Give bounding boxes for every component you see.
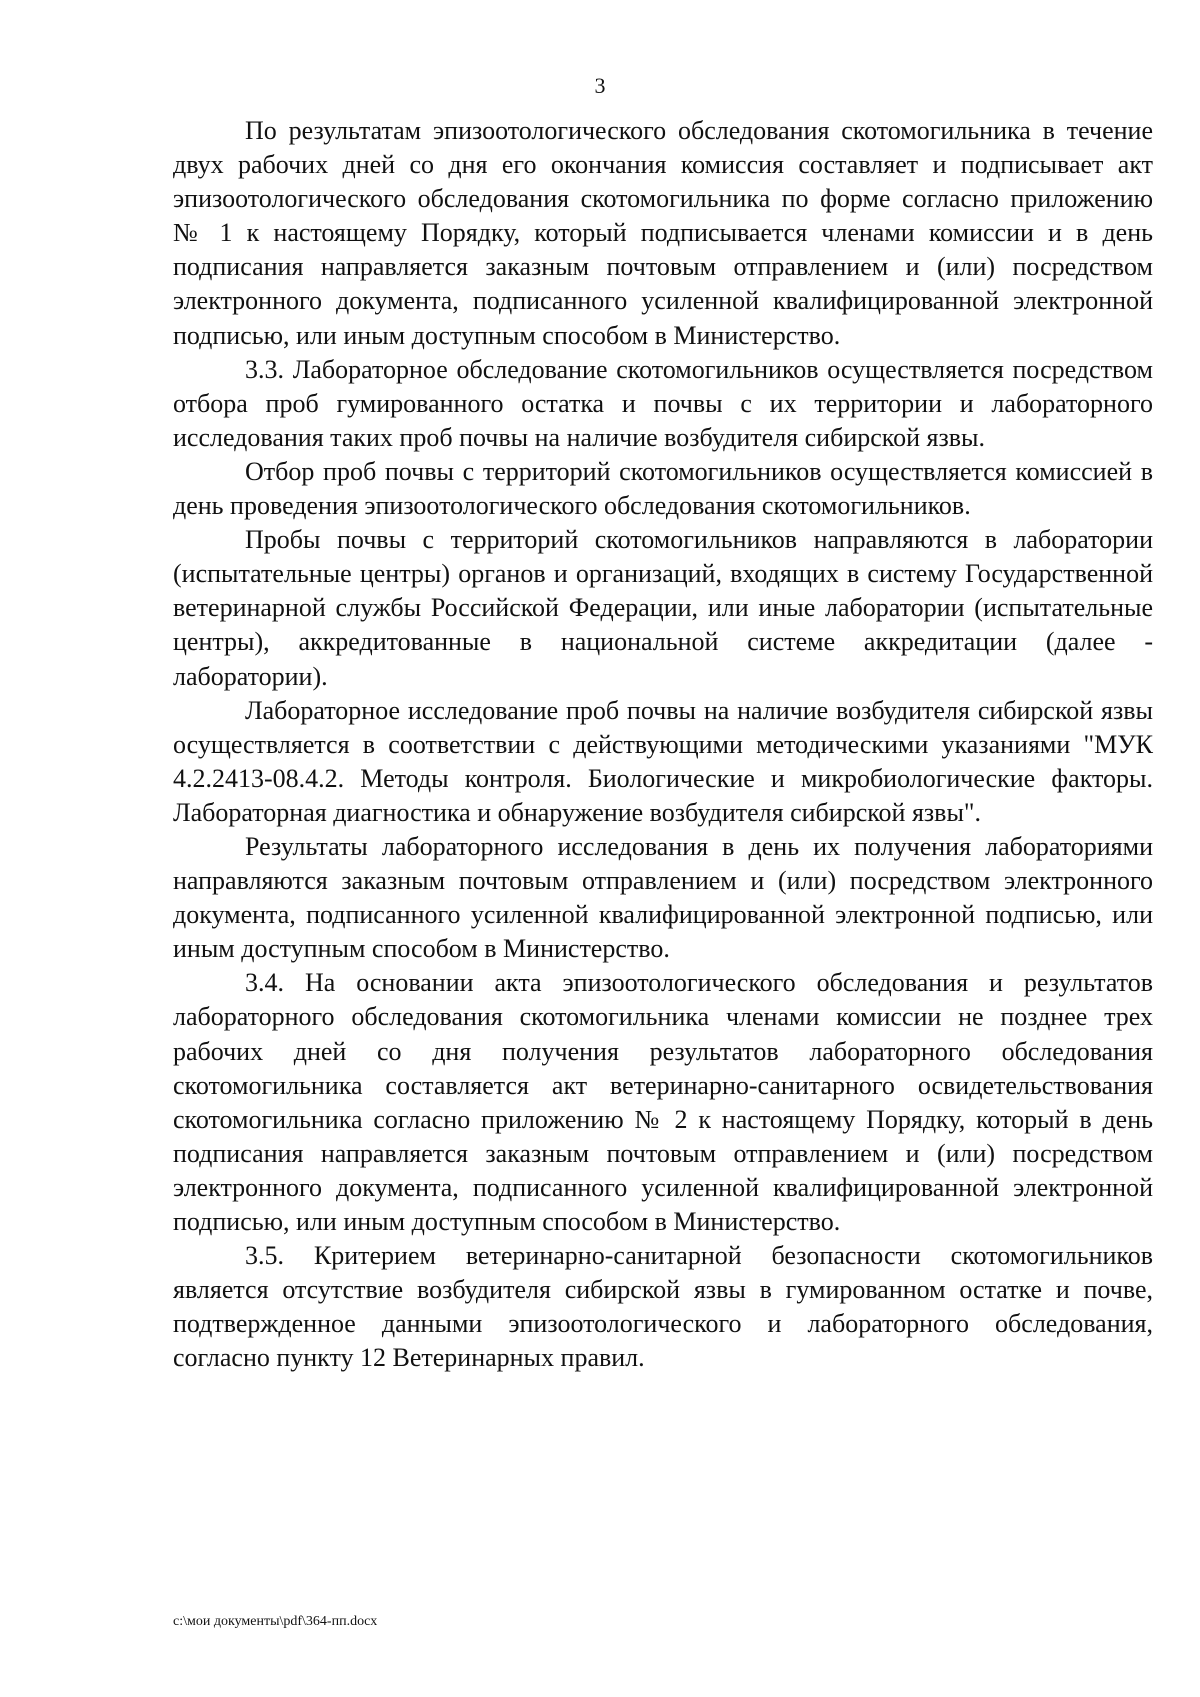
paragraph-soil-sampling: Отбор проб почвы с территорий скотомогильников осуществляется комиссией в день проведения эпизоотологического обследования скотомогильников. [173, 456, 1153, 521]
paragraph-3-4-sanitary-act: 3.4. На основании акта эпизоотологического обследования и результатов лабораторного обследования скотомогильника членами комиссии не позднее трех рабочих дней со дня получения результатов лабораторного обследования скотомогильника составляется акт ветеринарно-санитарного освидетельствования скотомогильника согласно приложению № 2 к настоящему Порядку, который в день подписания направляется заказным почтовым отправлением и (или) посредством электронного документа, подписанного усиленной квалифицированной электронной подписью, или иным доступным способом в Министерство. [173, 968, 1153, 1236]
paragraph-3-5-safety-criterion: 3.5. Критерием ветеринарно-санитарной безопасности скотомогильников является отсутствие возбудителя сибирской язвы в гумированном остатке и почве, подтвержденное данными эпизоотологического и лабораторного обследования, согласно пункту 12 Ветеринарных правил. [173, 1241, 1153, 1373]
document-body [173, 114, 1153, 1375]
footer-file-path: c:\мои документы\pdf\364-пп.docx [173, 1614, 378, 1629]
paragraph-3-3-lab-examination: 3.3. Лабораторное обследование скотомогильников осуществляется посредством отбора проб гумированного остатка и почвы с их территории и лабораторного исследования таких проб почвы на наличие возбудителя сибирской язвы. [173, 354, 1153, 452]
page-number: 3 [594, 73, 606, 98]
paragraph-lab-methods: Лабораторное исследование проб почвы на наличие возбудителя сибирской язвы осуществляется в соответствии с действующими методическими указаниями "МУК 4.2.2413-08.4.2. Методы контроля. Биологические и микробиологические факторы. Лабораторная диагностика и обнаружение возбудителя сибирской язвы". [173, 695, 1153, 827]
paragraph-lab-results: Результаты лабораторного исследования в день их получения лабораториями направляются заказным почтовым отправлением и (или) посредством электронного документа, подписанного усиленной квалифицированной электронной подписью, или иным доступным способом в Министерство. [173, 831, 1153, 964]
paragraph-samples-sent: Пробы почвы с территорий скотомогильников направляются в лаборатории (испытательные центры) органов и организаций, входящих в систему Государственной ветеринарной службы Российской Федерации, или иные лаборатории (испытательные центры), аккредитованные в национальной системе аккредитации (далее - лаборатории). [173, 525, 1153, 691]
paragraph-commission-act: По результатам эпизоотологического обследования скотомогильника в течение двух рабочих дней со дня его окончания комиссия составляет и подписывает акт эпизоотологического обследования скотомогильника по форме согласно приложению № 1 к настоящему Порядку, который подписывается членами комиссии и в день подписания направляется заказным почтовым отправлением и (или) посредством электронного документа, подписанного усиленной квалифицированной электронной подписью, или иным доступным способом в Министерство. [173, 116, 1153, 350]
